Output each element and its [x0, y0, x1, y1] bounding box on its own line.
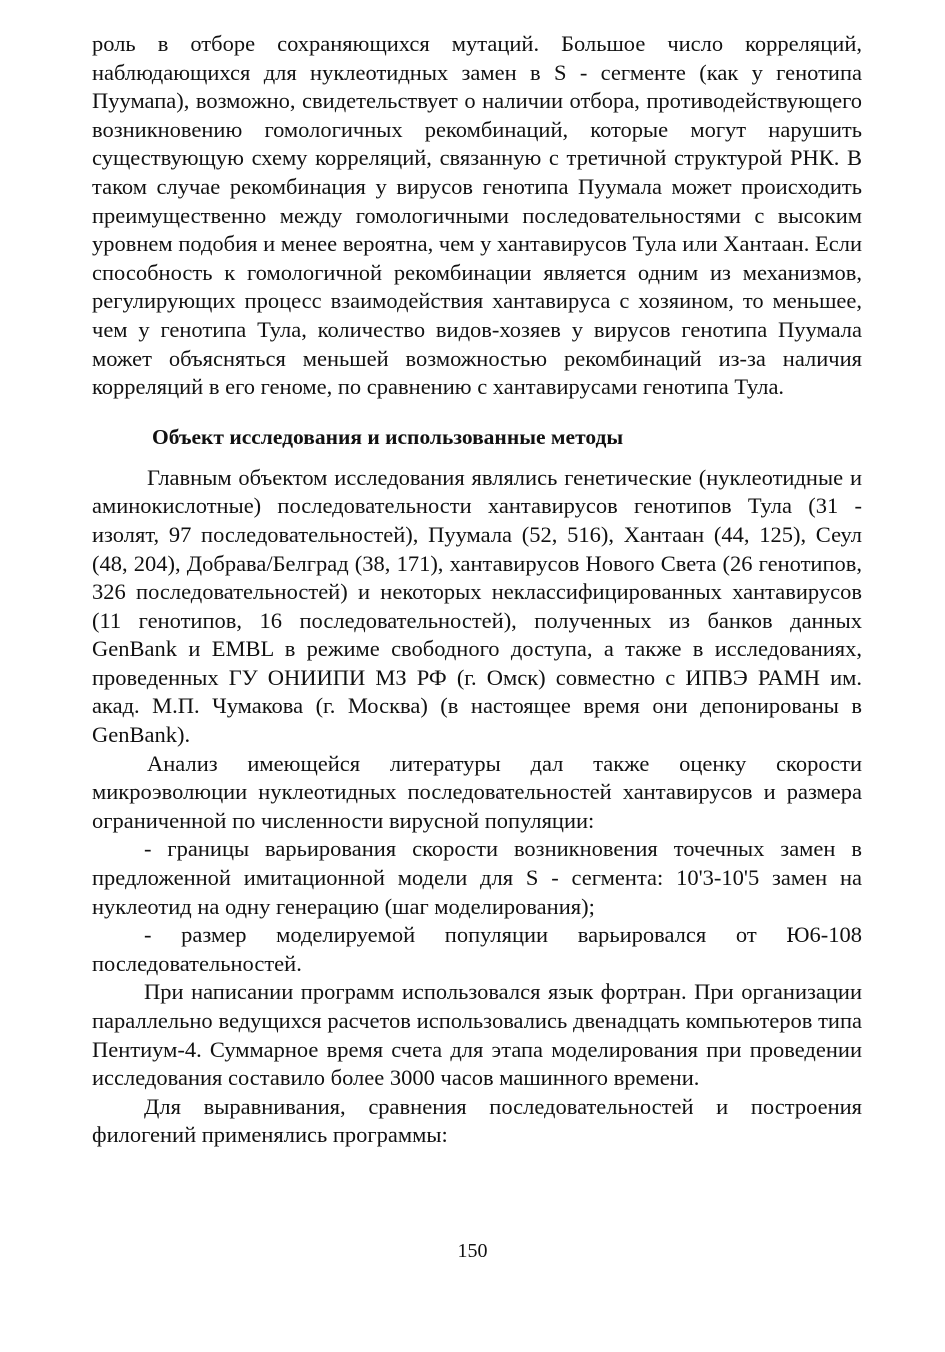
paragraph-mutation-rate: - границы варьирования скорости возникновения точечных замен в предложенной имитационной модели для S - сегмента: 10'3-10'5 замен на нуклеотид на одну генерацию (шаг моделирования);: [92, 836, 862, 919]
paragraph-object: Главным объектом исследования являлись генетические (нуклеотидные и аминокислотные) последовательности хантавирусов генотипов Тула (31 - изолят, 97 последовательностей), Пуумала (52, 516), Хантаан (44, 125), Сеул (48, 204), Добрава/Белград (38, 171), хантавирусов Нового Света (26 генотипов, 326 последовательностей) и некоторых неклассифицированных хантавирусов (11 генотипов, 16 последовательностей), полученных из банков данных GenBank и EMBL в режиме свободного доступа, а также в исследованиях, проведенных ГУ ОНИИПИ МЗ РФ (г. Омск) совместно с ИПВЭ РАМН им. акад. М.П. Чумакова (г. Москва) (в настоящее время они депонированы в GenBank).: [92, 464, 862, 748]
paragraph-intro: роль в отборе сохраняющихся мутаций. Большое число корреляций, наблюдающихся для нуклеотидных замен в S - сегменте (как у генотипа Пуумапа), возможно, свидетельствует о наличии отбора, противодействующего возникновению гомологичных рекомбинаций, которые могут нарушить существующую схему корреляций, связанную с третичной структурой РНК. В таком случае рекомбинация у вирусов генотипа Пуумала может происходить преимущественно между гомологичными последовательностями с высоким уровнем подобия и менее вероятна, чем у хантавирусов Тула или Хантаан. Если способность к гомологичной рекомбинации является одним из механизмов, регулирующих процесс взаимодействия хантавируса с хозяином, то меньшее, чем у генотипа Тула, количество видов-хозяев у вирусов генотипа Пуумала может объясняться меньшей возможностью рекомбинаций из-за наличия корреляций в его геноме, по сравнению с хантавирусами генотипа Тула.: [92, 31, 862, 400]
section-heading: Объект исследования и использованные методы: [152, 424, 624, 449]
paragraph-alignment: Для выравнивания, сравнения последовательностей и построения филогений применялись программы:: [92, 1093, 862, 1148]
paragraph-population-size: - размер моделируемой популяции варьировался от Ю6-108 последовательностей.: [92, 922, 862, 976]
paragraph-literature: Анализ имеющейся литературы дал также оценку скорости микроэволюции нуклеотидных последовательностей хантавирусов и размера ограниченной по численности вирусной популяции:: [92, 750, 862, 833]
page-body: [92, 30, 862, 1150]
page-number: 150: [457, 1240, 488, 1262]
paragraph-programs: При написании программ использовался язык фортран. При организации параллельно ведущихся расчетов использовались двенадцать компьютеров типа Пентиум-4. Суммарное время счета для этапа моделирования при проведении исследования составило более 3000 часов машинного времени.: [92, 979, 862, 1091]
